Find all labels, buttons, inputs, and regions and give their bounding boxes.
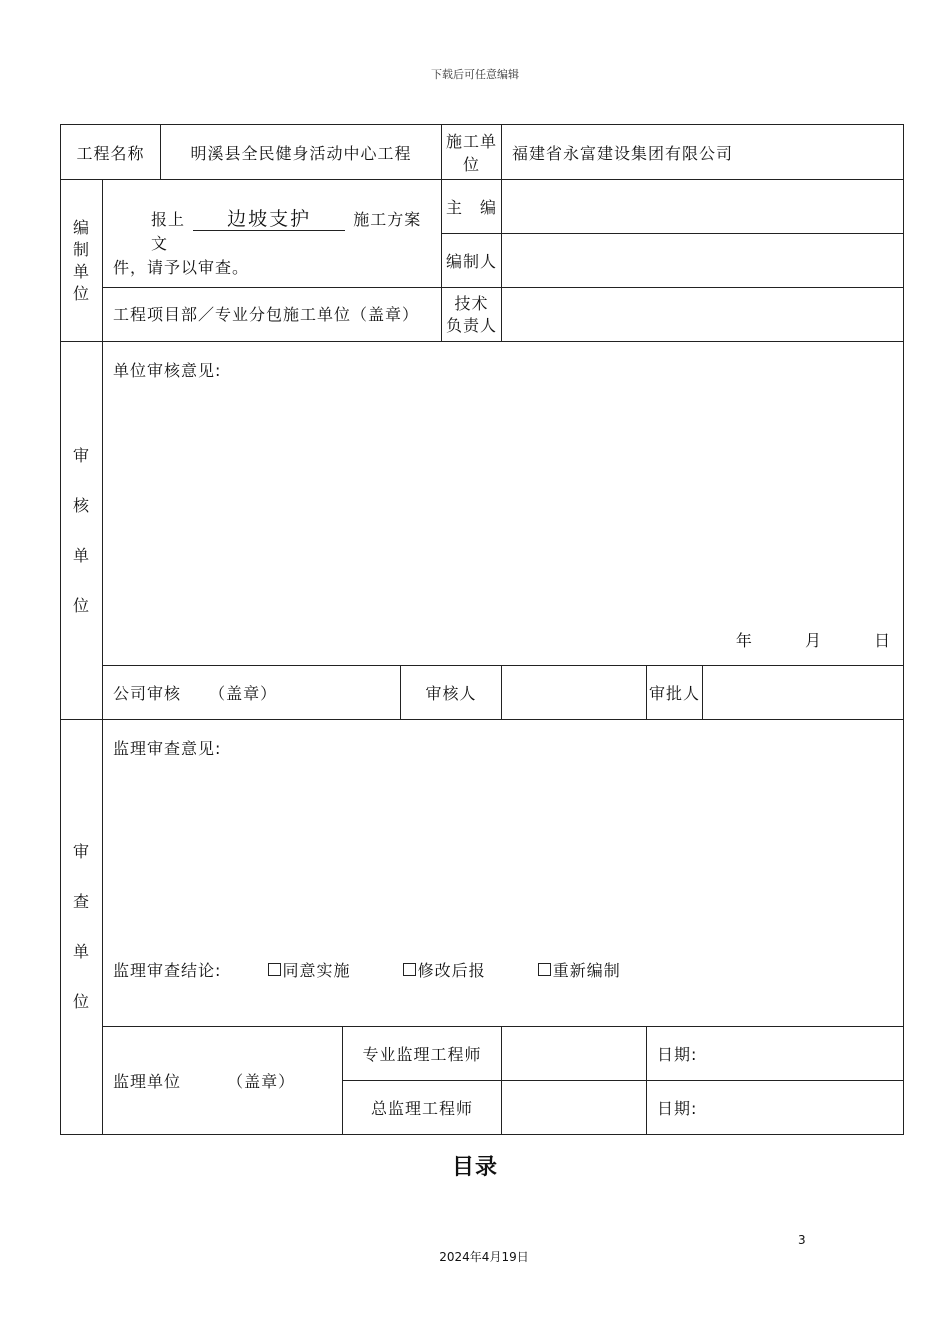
plan-name-field[interactable]: 边坡支护 [193, 208, 345, 231]
reviewer-label: 审核人 [401, 666, 502, 720]
toc-title: 目录 [451, 1155, 498, 1180]
supervision-unit-text: 监理单位 [113, 1072, 182, 1091]
submit-suffix-2: 件，请予以审查。 [113, 258, 250, 277]
compiler-label: 编制人 [442, 234, 502, 288]
option-approve[interactable] [268, 961, 351, 980]
specialist-engineer-label: 专业监理工程师 [343, 1027, 502, 1081]
checkbox-approve[interactable] [268, 963, 281, 976]
approver-value[interactable] [703, 666, 904, 720]
tech-lead-label [442, 288, 502, 342]
compiler-value[interactable] [502, 234, 904, 288]
option-revise[interactable] [403, 961, 486, 980]
option-recompile[interactable] [538, 961, 621, 980]
date-year: 年 [735, 631, 753, 650]
date-month: 月 [804, 631, 822, 650]
inspect-unit-char-2: 查 [72, 892, 90, 911]
review-unit-char-1: 审 [72, 445, 90, 465]
conclusion-row [113, 958, 621, 981]
contractor-value: 福建省永富建设集团有限公司 [502, 125, 904, 180]
editor-in-chief-label: 主 编 [442, 180, 502, 234]
inspect-unit-label [61, 720, 103, 1135]
option-revise-label: 修改后报 [417, 961, 486, 980]
submit-prefix: 报上 [151, 210, 186, 229]
review-unit-char-3: 单 [72, 545, 90, 565]
review-unit-char-2: 核 [72, 495, 90, 515]
option-approve-label: 同意实施 [282, 961, 351, 980]
company-review-text: 公司审核 [113, 684, 182, 703]
chief-engineer-label: 总监理工程师 [343, 1081, 502, 1135]
supervision-stamp-text: （盖章） [227, 1072, 296, 1091]
review-opinion-label: 单位审核意见: [113, 361, 222, 380]
project-dept-stamp: 工程项目部／专业分包施工单位（盖章） [103, 288, 442, 342]
checkbox-revise[interactable] [403, 963, 416, 976]
inspect-unit-char-1: 审 [72, 842, 90, 861]
tech-lead-value[interactable] [502, 288, 904, 342]
contractor-label: 施工单位 [442, 125, 502, 180]
supervision-unit-label [103, 1027, 343, 1135]
company-review-label [103, 666, 401, 720]
footer-date: 2024年4月19日 [439, 1250, 529, 1264]
editor-in-chief-value[interactable] [502, 180, 904, 234]
review-unit-char-4: 位 [72, 595, 90, 615]
approver-label: 审批人 [647, 666, 703, 720]
project-name-value: 明溪县全民健身活动中心工程 [161, 125, 442, 180]
review-unit-label [61, 342, 103, 720]
company-stamp-text: （盖章） [209, 684, 278, 703]
inspect-unit-char-4: 位 [72, 992, 90, 1011]
date-day: 日 [874, 631, 892, 650]
specialist-date-label[interactable]: 日期: [647, 1027, 904, 1081]
compile-unit-label [61, 180, 103, 342]
option-recompile-label: 重新编制 [552, 961, 621, 980]
chief-engineer-value[interactable] [502, 1081, 647, 1135]
tech-lead-label-1: 技术 [454, 293, 489, 313]
header-note: 下载后可任意编辑 [431, 68, 519, 81]
inspect-unit-char-3: 单 [72, 942, 90, 961]
checkbox-recompile[interactable] [538, 963, 551, 976]
compile-unit-text: 编制单位 [72, 217, 90, 303]
review-opinion-cell[interactable] [103, 342, 904, 666]
review-date [690, 628, 891, 651]
conclusion-label: 监理审查结论: [113, 961, 222, 980]
review-form-table [60, 124, 904, 1135]
submit-suffix-1: 施工方案文 [151, 210, 422, 253]
tech-lead-label-2: 负责人 [446, 315, 498, 335]
supervision-opinion-cell[interactable] [103, 720, 904, 1027]
page-number: 3 [798, 1233, 806, 1247]
submit-cell [103, 180, 442, 288]
specialist-engineer-value[interactable] [502, 1027, 647, 1081]
chief-date-label[interactable]: 日期: [647, 1081, 904, 1135]
reviewer-value[interactable] [502, 666, 647, 720]
project-name-label: 工程名称 [61, 125, 161, 180]
supervision-opinion-label: 监理审查意见: [113, 739, 222, 758]
